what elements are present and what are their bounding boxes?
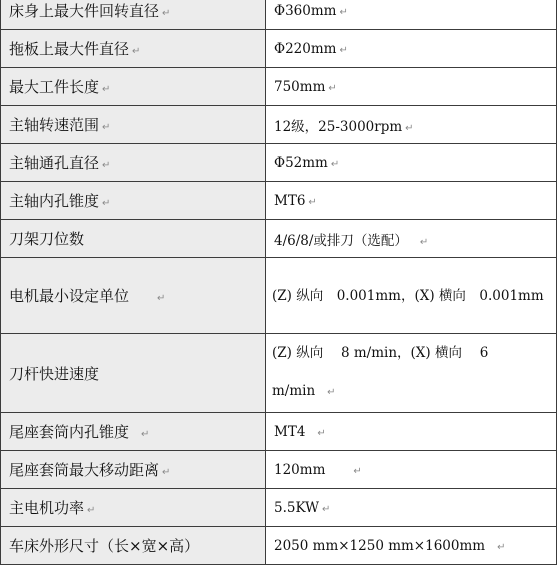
row-label-text: 床身上最大件回转直径 bbox=[9, 2, 160, 20]
table-row bbox=[1, 106, 557, 144]
paragraph-mark-icon: ↵ bbox=[405, 122, 414, 134]
row-value bbox=[266, 144, 557, 182]
row-value-text: Φ52mm bbox=[274, 154, 328, 171]
table-row bbox=[1, 489, 557, 527]
table-row bbox=[1, 144, 557, 182]
paragraph-mark-icon: ↵ bbox=[317, 427, 326, 439]
paragraph-mark-icon: ↵ bbox=[339, 6, 348, 18]
row-label-text: 刀杆快进速度 bbox=[9, 364, 100, 383]
paragraph-mark-icon: ↵ bbox=[102, 84, 111, 95]
row-label bbox=[1, 106, 266, 144]
row-value bbox=[266, 68, 557, 106]
row-value bbox=[266, 106, 557, 144]
paragraph-mark-icon: ↵ bbox=[87, 505, 96, 516]
row-label-text: 主轴转速范围 bbox=[9, 116, 100, 134]
row-value-text: (Z) 纵向 8 m/min，(X) 横向 6 m/min bbox=[272, 345, 489, 399]
row-value bbox=[266, 258, 557, 334]
row-label-text: 最大工件长度 bbox=[9, 78, 100, 96]
row-label-text: 车床外形尺寸（长×宽×高） bbox=[9, 537, 200, 555]
row-value bbox=[266, 30, 557, 68]
row-label-text: 主电机功率 bbox=[9, 499, 85, 517]
paragraph-mark-icon: ↵ bbox=[308, 196, 317, 208]
row-value-text: (Z) 纵向 0.001mm，(X) 横向 0.001mm bbox=[272, 287, 544, 304]
row-value bbox=[266, 413, 557, 451]
paragraph-mark-icon: ↵ bbox=[141, 429, 150, 440]
row-label-text: 尾座套筒内孔锥度 bbox=[9, 423, 130, 441]
row-label-text: 刀架刀位数 bbox=[9, 230, 85, 248]
paragraph-mark-icon: ↵ bbox=[321, 503, 331, 515]
row-value bbox=[266, 489, 557, 527]
table-row bbox=[1, 68, 557, 106]
table-row bbox=[1, 413, 557, 451]
table-row bbox=[1, 182, 557, 220]
row-value-text: Φ360mm bbox=[274, 2, 337, 19]
row-value bbox=[266, 451, 557, 489]
row-value bbox=[266, 182, 557, 220]
row-value-text: 120mm bbox=[274, 461, 326, 478]
row-value bbox=[266, 220, 557, 258]
row-value-text: Φ220mm bbox=[274, 40, 337, 57]
table-row bbox=[1, 0, 557, 30]
row-label bbox=[1, 182, 266, 220]
row-label bbox=[1, 30, 266, 68]
row-value-text: 2050 mm×1250 mm×1600mm bbox=[274, 537, 486, 554]
row-value-text: 5.5KW bbox=[274, 499, 319, 516]
paragraph-mark-icon: ↵ bbox=[162, 467, 171, 478]
row-label bbox=[1, 0, 266, 30]
paragraph-mark-icon: ↵ bbox=[102, 198, 111, 209]
row-label bbox=[1, 144, 266, 182]
row-label bbox=[1, 527, 266, 565]
row-label bbox=[1, 413, 266, 451]
paragraph-mark-icon: ↵ bbox=[327, 387, 336, 398]
table-row bbox=[1, 220, 557, 258]
row-label bbox=[1, 258, 266, 334]
paragraph-mark-icon: ↵ bbox=[132, 46, 141, 57]
table-row bbox=[1, 451, 557, 489]
row-label-text: 主轴内孔锥度 bbox=[9, 192, 100, 210]
paragraph-mark-icon: ↵ bbox=[419, 236, 429, 248]
table-row bbox=[1, 334, 557, 413]
row-value bbox=[266, 527, 557, 565]
table-row bbox=[1, 258, 557, 334]
row-label-text: 尾座套筒最大移动距离 bbox=[9, 461, 160, 479]
paragraph-mark-icon: ↵ bbox=[330, 158, 340, 170]
table-row bbox=[1, 30, 557, 68]
row-label-text: 主轴通孔直径 bbox=[9, 154, 100, 172]
row-label bbox=[1, 334, 266, 413]
row-label bbox=[1, 220, 266, 258]
row-value-text: MT4 bbox=[274, 423, 306, 440]
row-value-text: 750mm bbox=[274, 78, 326, 95]
row-label bbox=[1, 451, 266, 489]
row-label bbox=[1, 489, 266, 527]
paragraph-mark-icon: ↵ bbox=[497, 541, 506, 553]
row-value-text: MT6 bbox=[274, 192, 306, 209]
table-row bbox=[1, 527, 557, 565]
row-value bbox=[266, 334, 557, 413]
paragraph-mark-icon: ↵ bbox=[162, 8, 171, 19]
row-value-text: 12级，25-3000rpm bbox=[274, 118, 403, 135]
paragraph-mark-icon: ↵ bbox=[157, 293, 166, 304]
row-label-text: 电机最小设定单位 bbox=[9, 287, 130, 305]
paragraph-mark-icon: ↵ bbox=[339, 44, 348, 56]
paragraph-mark-icon: ↵ bbox=[102, 160, 111, 171]
row-value-text: 4/6/8/或排刀（选配） bbox=[274, 232, 408, 249]
row-value bbox=[266, 0, 557, 30]
row-label-text: 拖板上最大件直径 bbox=[9, 40, 130, 58]
paragraph-mark-icon: ↵ bbox=[102, 122, 111, 133]
paragraph-mark-icon: ↵ bbox=[328, 82, 337, 94]
row-label bbox=[1, 68, 266, 106]
paragraph-mark-icon: ↵ bbox=[353, 465, 362, 477]
